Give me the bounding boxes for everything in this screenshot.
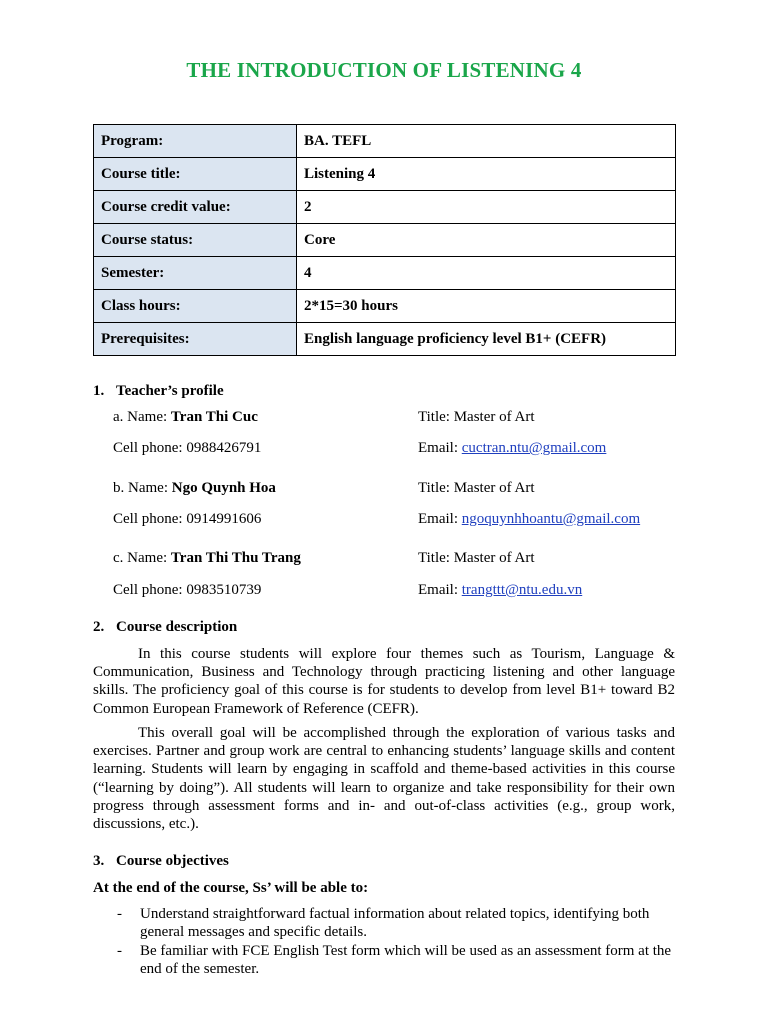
row-value: BA. TEFL [297, 125, 676, 158]
section-heading-course-objectives [93, 853, 229, 870]
name-prefix: b. Name: [113, 480, 172, 496]
email-link[interactable]: cuctran.ntu@gmail.com [461, 440, 607, 456]
row-label: Program: [94, 125, 297, 158]
bullet-text: Be familiar with FCE English Test form which will be used as an assessment form at the end of the semester. [140, 943, 672, 977]
row-label: Prerequisites: [94, 323, 297, 356]
teacher-a-phone: Cell phone: 0988426791 [113, 440, 262, 456]
teacher-b-title: Title: Master of Art [418, 480, 535, 496]
teacher-b-phone: Cell phone: 0914991606 [113, 511, 262, 527]
email-link[interactable]: ngoquynhhoantu@gmail.com [461, 511, 641, 527]
teacher-c-email [418, 582, 582, 599]
row-value: 4 [297, 257, 676, 290]
paragraph-text: This overall goal will be accomplished through the exploration of various tasks and exercises. Partner and group work are central to enhancing students’ language skills and content learning. Students will learn by engaging in scaffold and theme-based activities in this course (“learning by doing”). All students will learn to organize and take responsibility for their own progress through assessment forms and in- and out-of-class activities (e.g., group work, discussions, etc.). [93, 725, 675, 833]
bullet-marker: - [117, 906, 122, 922]
section-number: 2. [93, 619, 105, 635]
row-value: English language proficiency level B1+ (CEFR) [297, 323, 676, 356]
row-label: Course credit value: [94, 191, 297, 224]
table-row [94, 224, 676, 257]
row-label: Course title: [94, 158, 297, 191]
list-item [93, 906, 675, 941]
section-heading-teacher-profile [93, 383, 224, 400]
table-row [94, 191, 676, 224]
teacher-c-phone: Cell phone: 0983510739 [113, 582, 262, 598]
table-row [94, 125, 676, 158]
row-label: Course status: [94, 224, 297, 257]
teacher-b-name [113, 480, 276, 497]
teacher-a-title: Title: Master of Art [418, 409, 535, 425]
teacher-name: Ngo Quynh Hoa [171, 480, 276, 496]
row-value: Core [297, 224, 676, 257]
teacher-a-name [113, 409, 258, 426]
course-info-table [93, 124, 676, 356]
email-prefix: Email: [418, 440, 462, 456]
section-title: Course objectives [116, 853, 229, 869]
section-title: Teacher’s profile [116, 383, 224, 399]
teacher-name: Tran Thi Cuc [170, 409, 258, 425]
objectives-list [93, 906, 675, 980]
teacher-c-title: Title: Master of Art [418, 550, 535, 566]
paragraph-text: In this course students will explore four themes such as Tourism, Language & Communication, Business and Technology through practicing listening and other language skills. The proficiency goal of this course is for students to develop from level B1+ toward B2 Common European Framework of Reference (CEFR). [93, 646, 675, 717]
table-row [94, 323, 676, 356]
email-prefix: Email: [418, 582, 462, 598]
teacher-name: Tran Thi Thu Trang [170, 550, 301, 566]
section-number: 1. [93, 383, 105, 399]
description-paragraph-2 [93, 724, 675, 833]
name-prefix: c. Name: [113, 550, 171, 566]
section-title: Course description [116, 619, 238, 635]
row-label: Semester: [94, 257, 297, 290]
teacher-a-email [418, 440, 606, 457]
section-number: 3. [93, 853, 105, 869]
row-value: 2 [297, 191, 676, 224]
list-item [93, 943, 675, 978]
row-value: 2*15=30 hours [297, 290, 676, 323]
email-link[interactable]: trangttt@ntu.edu.vn [461, 582, 583, 598]
teacher-c-name [113, 550, 301, 567]
email-prefix: Email: [418, 511, 462, 527]
section-heading-course-description [93, 619, 237, 636]
bullet-marker: - [117, 943, 122, 959]
teacher-b-email [418, 511, 640, 528]
table-row [94, 158, 676, 191]
row-label: Class hours: [94, 290, 297, 323]
name-prefix: a. Name: [113, 409, 171, 425]
table-row [94, 290, 676, 323]
table-row [94, 257, 676, 290]
page-title: THE INTRODUCTION OF LISTENING 4 [186, 58, 582, 82]
objectives-lead: At the end of the course, Ss’ will be able to: [93, 880, 369, 896]
row-value: Listening 4 [297, 158, 676, 191]
description-paragraph-1 [93, 645, 675, 718]
bullet-text: Understand straightforward factual information about related topics, identifying both general messages and specific details. [140, 906, 650, 940]
